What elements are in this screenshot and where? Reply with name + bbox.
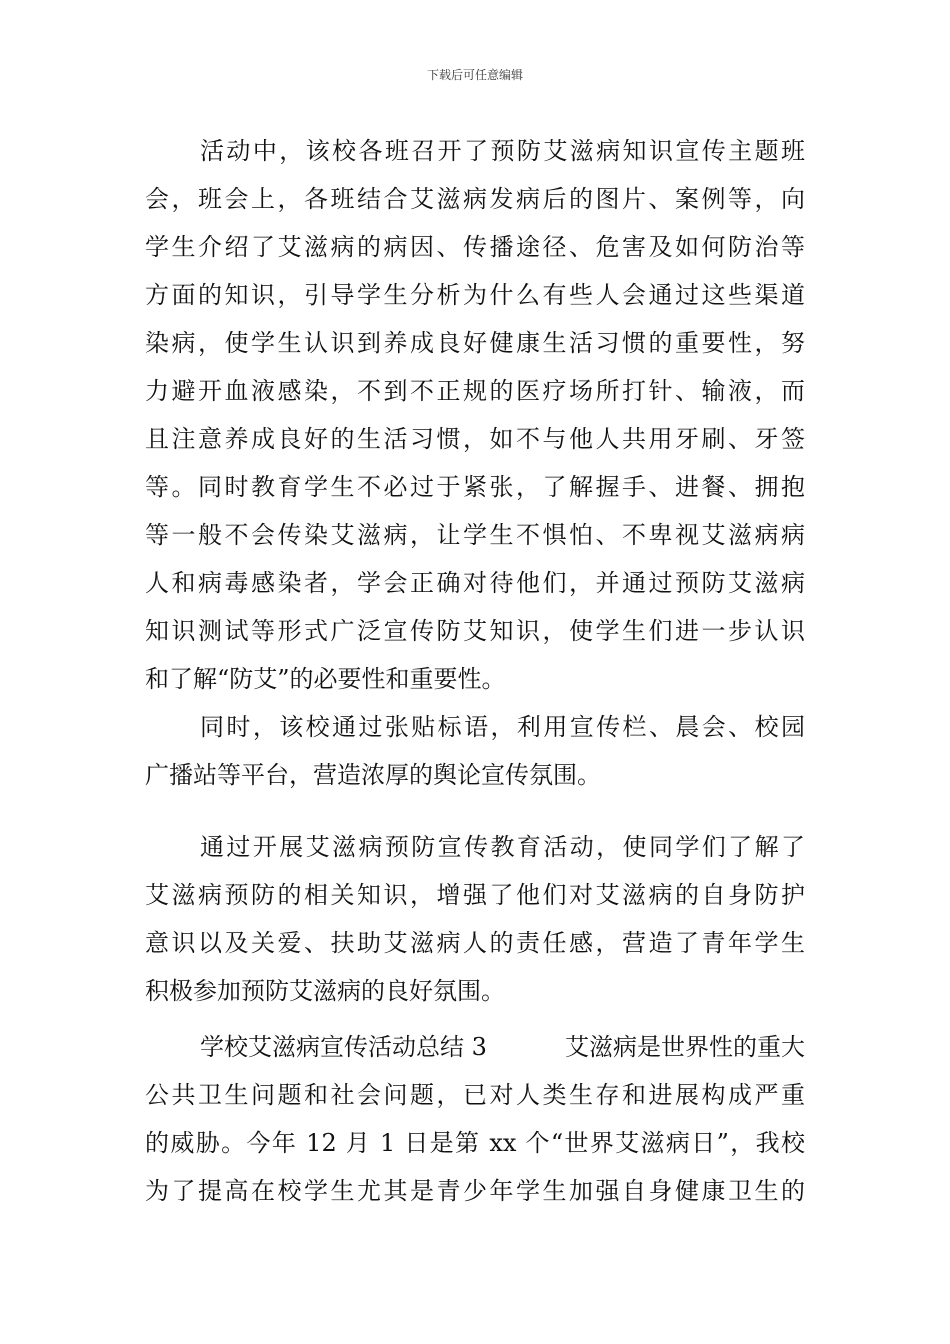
section-3-line-4: 为了提高在校学生尤其是青少年学生加强自身健康卫生的 <box>145 1177 805 1205</box>
paragraph-1-line-10: 人和病毒感染者，学会正确对待他们，并通过预防艾滋病 <box>145 569 805 597</box>
paragraph-3-line-1: 通过开展艾滋病预防宣传教育活动，使同学们了解了 <box>200 833 805 861</box>
paragraph-3-line-2: 艾滋病预防的相关知识，增强了他们对艾滋病的自身防护 <box>145 881 805 909</box>
paragraph-1-line-3: 学生介绍了艾滋病的病因、传播途径、危害及如何防治等 <box>145 233 805 261</box>
paragraph-2-line-1: 同时，该校通过张贴标语，利用宣传栏、晨会、校园 <box>200 713 805 741</box>
paragraph-1-line-4: 方面的知识，引导学生分析为什么有些人会通过这些渠道 <box>145 281 805 309</box>
paragraph-1-line-9: 等一般不会传染艾滋病，让学生不惧怕、不卑视艾滋病病 <box>145 521 805 549</box>
paragraph-1-line-8: 等。同时教育学生不必过于紧张，了解握手、进餐、拥抱 <box>145 473 805 501</box>
section-3-paragraph-start: 艾滋病是世界性的重大 <box>565 1033 805 1061</box>
paragraph-1-line-1: 活动中，该校各班召开了预防艾滋病知识宣传主题班 <box>200 137 805 165</box>
paragraph-1-line-7: 且注意养成良好的生活习惯，如不与他人共用牙刷、牙签 <box>145 425 805 453</box>
paragraph-1-line-6: 力避开血液感染，不到不正规的医疗场所打针、输液，而 <box>145 377 805 405</box>
paragraph-3-line-4: 积极参加预防艾滋病的良好氛围。 <box>145 977 505 1005</box>
paragraph-2-line-2: 广播站等平台，营造浓厚的舆论宣传氛围。 <box>145 761 601 789</box>
paragraph-1-line-11: 知识测试等形式广泛宣传防艾知识，使学生们进一步认识 <box>145 617 805 645</box>
section-3-title: 学校艾滋病宣传活动总结 3 <box>200 1033 487 1061</box>
paragraph-3-line-3: 意识以及关爱、扶助艾滋病人的责任感，营造了青年学生 <box>145 929 805 957</box>
section-3-line-3: 的威胁。今年 12 月 1 日是第 xx 个“世界艾滋病日”，我校 <box>145 1129 805 1157</box>
paragraph-1-line-5: 染病，使学生认识到养成良好健康生活习惯的重要性，努 <box>145 329 805 357</box>
page-header: 下载后可任意编辑 <box>426 68 523 82</box>
paragraph-1-line-12: 和了解“防艾”的必要性和重要性。 <box>145 665 506 693</box>
section-3-line-2: 公共卫生问题和社会问题，已对人类生存和进展构成严重 <box>145 1081 805 1109</box>
paragraph-1-line-2: 会，班会上，各班结合艾滋病发病后的图片、案例等，向 <box>145 185 805 213</box>
